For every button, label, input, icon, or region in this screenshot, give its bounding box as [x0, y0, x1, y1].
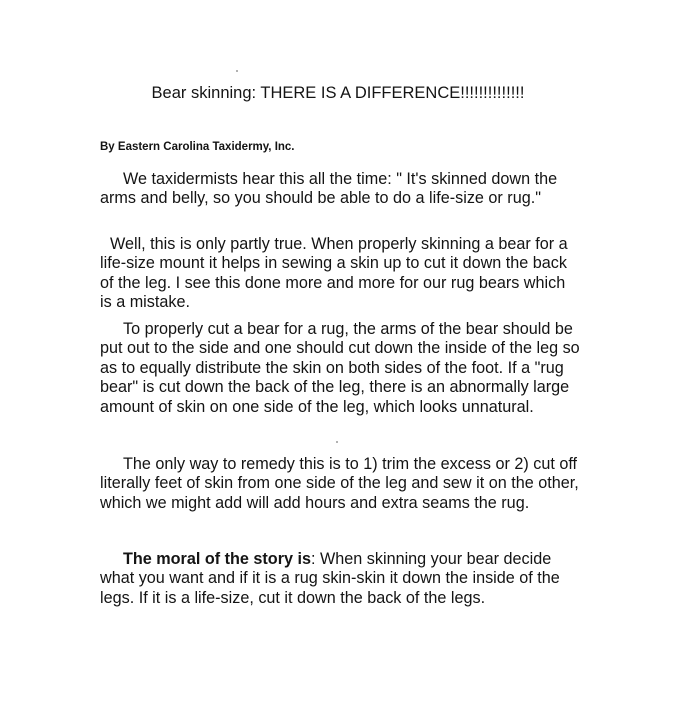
document-byline: By Eastern Carolina Taxidermy, Inc. — [100, 141, 295, 153]
paragraph-4: The only way to remedy this is to 1) trim the excess or 2) cut off literally feet of skin from one side of the leg and sew it on the other, which we might add will add hours and extra seams the rug. — [100, 455, 579, 512]
moral-text: : When skinning your bear decide what you want and if it is a rug skin-skin it down the inside of the legs. If it is a life-size, cut it down the back of the legs. — [100, 550, 560, 607]
document-title: Bear skinning: THERE IS A DIFFERENCE!!!!!!!!!!!!!! — [151, 84, 525, 102]
moral-lead: The moral of the story is — [123, 550, 311, 568]
paragraph-2: Well, this is only partly true. When properly skinning a bear for a life-size mount it helps in sewing a skin up to cut it down the back of the leg. I see this done more and more for our rug bears which is a mistake. — [100, 235, 568, 312]
scan-speck — [336, 441, 338, 443]
paragraph-3: To properly cut a bear for a rug, the arms of the bear should be put out to the side and one should cut down the inside of the leg so as to equally distribute the skin on both sides of the foot. If a "rug bear" is cut down the back of the leg, there is an abnormally large amount of skin on one side of the leg, which looks unnatural. — [100, 320, 580, 416]
paragraph-5 — [100, 550, 580, 608]
scan-speck — [236, 70, 238, 72]
paragraph-1: We taxidermists hear this all the time: " It's skinned down the arms and belly, so you should be able to do a life-size or rug." — [100, 170, 558, 208]
